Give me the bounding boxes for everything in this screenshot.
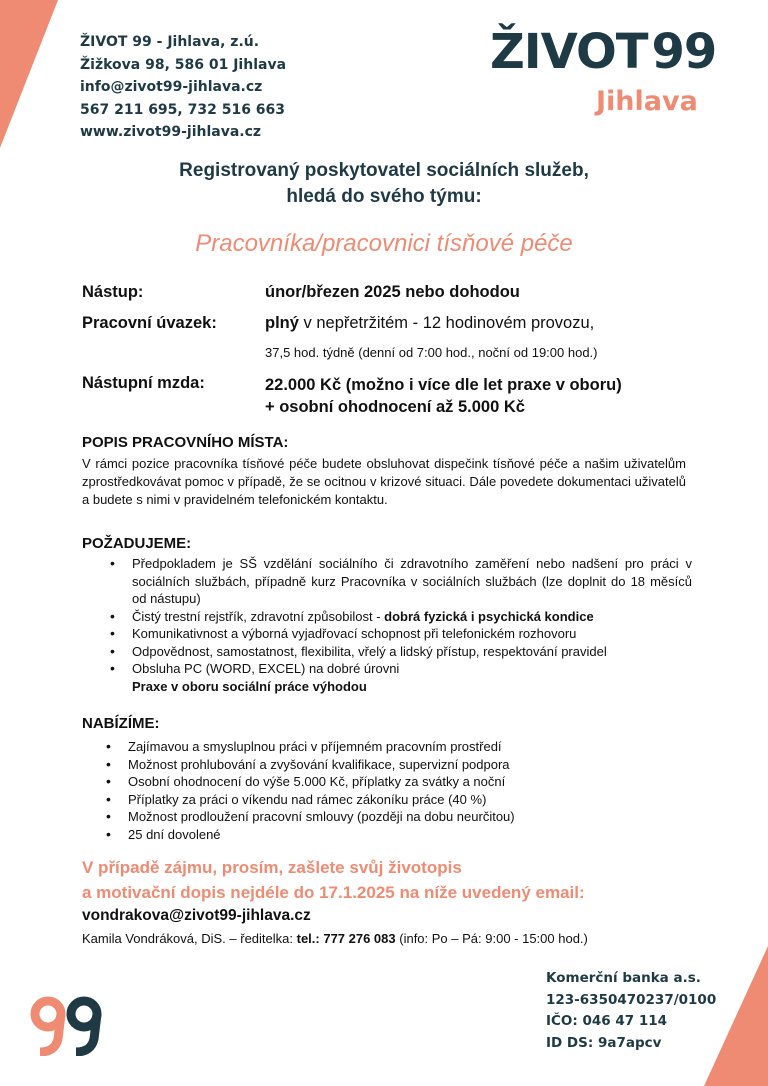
list-item: • Předpokladem je SŠ vzdělání sociálního či zdravotního zaměření nebo nadšení pro práci v sociálních službách, případně kurz Pracovníka v sociálních službách (lze doplnit do 18 měsíců od nástupu) <box>132 555 692 608</box>
ico: IČO: 046 47 114 <box>546 1013 668 1030</box>
salary-line-1: 22.000 Kč (možno i více dle let praxe v oboru) <box>265 376 622 394</box>
contact-phone: tel.: 777 276 083 <box>296 931 396 946</box>
workload-hours: 37,5 hod. týdně (denní od 7:00 hod., noční od 19:00 hod.) <box>265 345 598 360</box>
list-item: • Zajímavou a smysluplnou práci v příjemném pracovním prostředí <box>128 738 688 756</box>
intro-line-2: hledá do svého týmu: <box>286 186 482 207</box>
offer-list <box>128 738 688 843</box>
workload-label: Pracovní úvazek: <box>82 314 217 332</box>
offer-title: NABÍZÍME: <box>82 715 160 732</box>
start-value: únor/březen 2025 nebo dohodou <box>265 283 520 301</box>
application-email[interactable]: vondrakova@zivot99-jihlava.cz <box>82 907 311 924</box>
bank-name: Komerční banka a.s. <box>546 970 701 986</box>
list-item: • Odpovědnost, samostatnost, flexibilita, vřelý a lidský přístup, respektování pravidel <box>132 643 692 661</box>
list-item: • Příplatky za práci o víkendu nad rámec zákoníku práce (40 %) <box>128 791 688 809</box>
logo <box>490 22 735 122</box>
address: Žižkova 98, 586 01 Jihlava <box>80 56 287 73</box>
list-item: • Komunikativnost a výborná vyjadřovací schopnost při telefonickém rozhovoru <box>132 625 692 643</box>
requirements-title: POŽADUJEME: <box>82 535 192 552</box>
list-item: • Možnost prohlubování a zvyšování kvalifikace, supervizní podpora <box>128 756 688 774</box>
contact-phones: 567 211 695, 732 516 663 <box>80 101 286 118</box>
contact-block <box>80 31 286 144</box>
requirements-list <box>132 555 692 695</box>
workload-value <box>265 314 594 333</box>
org-name: ŽIVOT 99 - Jihlava, z.ú. <box>80 34 260 50</box>
intro-line-1: Registrovaný poskytovatel sociálních služeb, <box>179 160 589 181</box>
list-item: • Osobní ohodnocení do výše 5.000 Kč, příplatky za svátky a noční <box>128 773 688 791</box>
cta-line-2: a motivační dopis nejdéle do 17.1.2025 na níže uvedený email: <box>82 882 585 902</box>
start-label: Nástup: <box>82 283 144 301</box>
logo-number: 99 <box>651 24 717 80</box>
cta-text <box>82 856 585 905</box>
contact-email: info@zivot99-jihlava.cz <box>80 79 263 96</box>
salary-label: Nástupní mzda: <box>82 374 205 392</box>
list-item: • Čistý trestní rejstřík, zdravotní způsobilost - dobrá fyzická i psychická kondice <box>132 608 692 626</box>
bank-info <box>546 968 716 1055</box>
position-title: Pracovníka/pracovnici tísňové péče <box>195 230 573 257</box>
logo-word: ŽIVOT <box>490 24 648 80</box>
salary-line-2: + osobní ohodnocení až 5.000 Kč <box>265 398 525 416</box>
logo-city: Jihlava <box>596 86 698 117</box>
corner-triangle-top-left <box>0 0 60 150</box>
description-title: POPIS PRACOVNÍHO MÍSTA: <box>82 434 289 451</box>
list-item: • 25 dní dovolené <box>128 826 688 844</box>
workload-bold: plný <box>265 314 299 332</box>
contact-person: Kamila Vondráková, DiS. – ředitelka: tel.: 777 276 083 (info: Po – Pá: 9:00 - 15:00 hod.) <box>82 931 588 946</box>
cta-line-1: V případě zájmu, prosím, zašlete svůj životopis <box>82 858 462 877</box>
description-text: V rámci pozice pracovníka tísňové péče budete obsluhovat dispečink tísňové péče a našim uživatelům zprostředkovávat pomoc v případě, že se ocitnou v krizové situaci. Dále povedete dokumentaci uživatelů a budete s nimi v pravidelném telefonickém kontaktu. <box>82 456 686 507</box>
list-item: • Obsluha PC (WORD, EXCEL) na dobré úrovni Praxe v oboru sociální práce výhodou <box>132 660 692 695</box>
workload-rest: v nepřetržitém - 12 hodinovém provozu, <box>298 314 595 332</box>
bank-account: 123-6350470237/0100 <box>546 991 717 1008</box>
contact-web: www.zivot99-jihlava.cz <box>80 124 262 141</box>
intro-heading <box>0 158 768 210</box>
logo-99-icon <box>30 994 104 1056</box>
data-box-id: ID DS: 9a7apcv <box>546 1035 662 1052</box>
salary-value <box>265 374 622 418</box>
list-item: • Možnost prodloužení pracovní smlouvy (později na dobu neurčitou) <box>128 808 688 826</box>
